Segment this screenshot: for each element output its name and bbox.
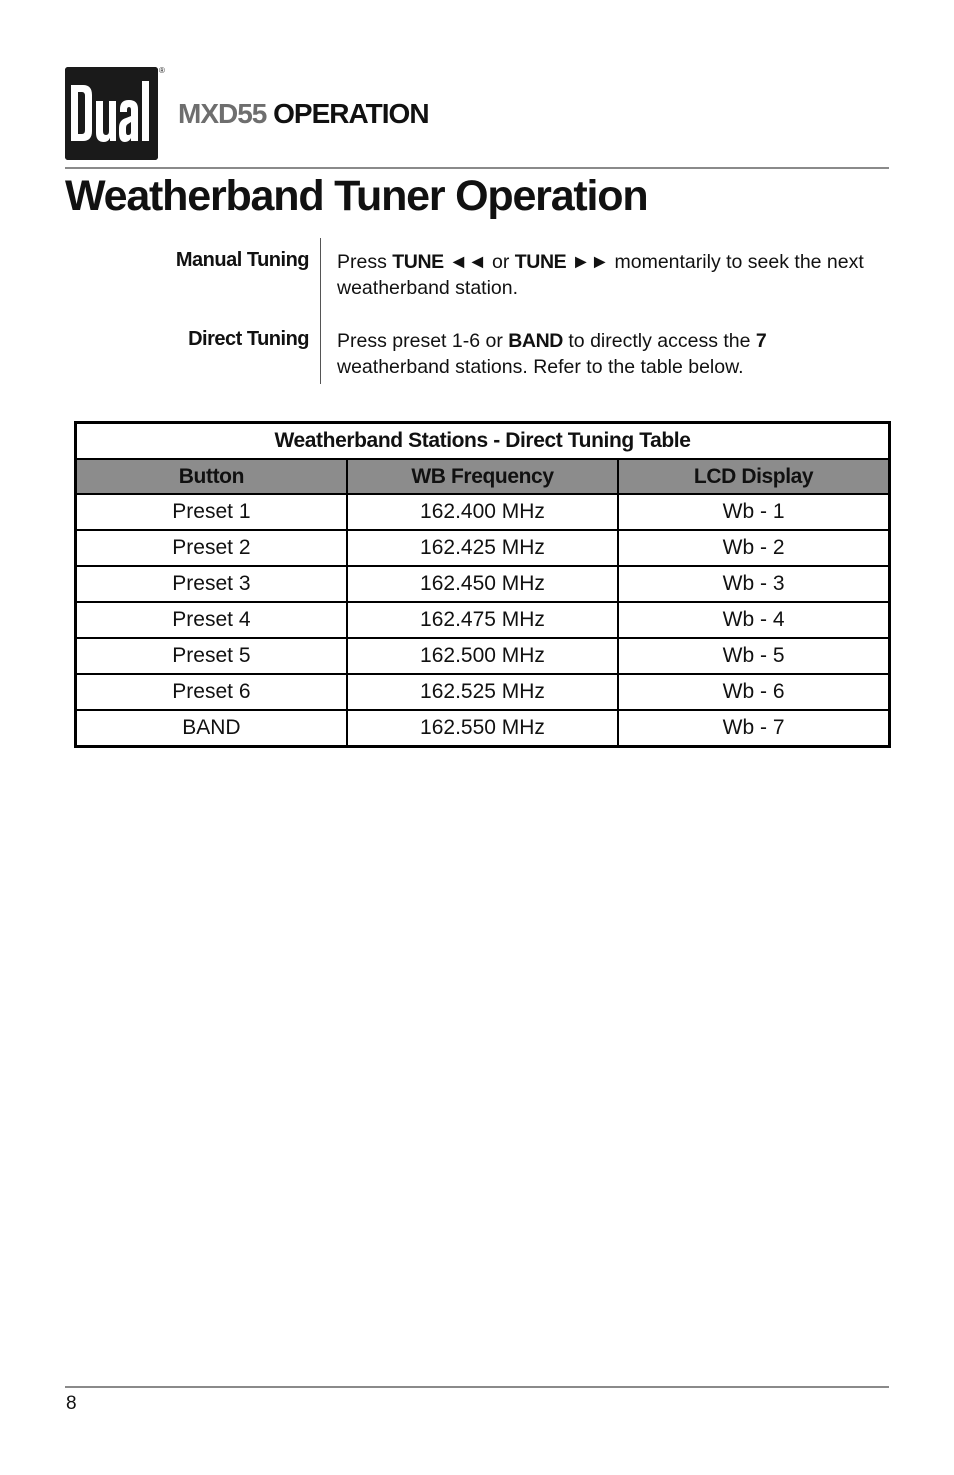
desc-text: momentarily to seek the next weatherband station. [337, 251, 864, 299]
header-title [178, 98, 429, 130]
desc-manual-tuning [337, 249, 877, 301]
page-number: 8 [66, 1393, 77, 1414]
cell-frequency: 162.400 MHz [347, 494, 618, 530]
table-row [76, 566, 890, 602]
column-header-button: Button [76, 459, 347, 494]
registered-mark: ® [159, 66, 165, 75]
desc-text: to directly access the [562, 330, 756, 352]
table-row [76, 530, 890, 566]
desc-direct-tuning [337, 328, 877, 380]
term-direct-tuning: Direct Tuning [188, 328, 309, 350]
desc-text: Press preset 1-6 or [337, 330, 509, 352]
cell-frequency: 162.450 MHz [347, 566, 618, 602]
cell-lcd-display: Wb - 6 [618, 674, 889, 710]
cell-lcd-display: Wb - 2 [618, 530, 889, 566]
cell-lcd-display: Wb - 4 [618, 602, 889, 638]
cell-button: Preset 1 [76, 494, 347, 530]
model-name: MXD55 [178, 98, 267, 129]
definition-divider [320, 238, 321, 384]
cell-lcd-display: Wb - 5 [618, 638, 889, 674]
cell-lcd-display: Wb - 3 [618, 566, 889, 602]
cell-lcd-display: Wb - 1 [618, 494, 889, 530]
cell-frequency: 162.475 MHz [347, 602, 618, 638]
cell-button: Preset 2 [76, 530, 347, 566]
weatherband-table [74, 421, 891, 748]
tune-forward-key: TUNE ►► [514, 251, 610, 273]
section-name: OPERATION [273, 98, 429, 129]
table-row [76, 602, 890, 638]
dual-logo-icon [65, 67, 158, 160]
cell-button: Preset 5 [76, 638, 347, 674]
station-count: 7 [755, 330, 767, 352]
cell-frequency: 162.425 MHz [347, 530, 618, 566]
column-header-lcd-display: LCD Display [618, 459, 889, 494]
table-row [76, 710, 890, 747]
cell-button: Preset 6 [76, 674, 347, 710]
table-row [76, 494, 890, 530]
band-key: BAND [508, 330, 563, 352]
header-rule [65, 167, 889, 169]
cell-frequency: 162.525 MHz [347, 674, 618, 710]
cell-button: Preset 4 [76, 602, 347, 638]
cell-lcd-display: Wb - 7 [618, 710, 889, 747]
cell-frequency: 162.500 MHz [347, 638, 618, 674]
desc-text: or [486, 251, 515, 273]
dual-logo [65, 67, 158, 160]
column-header-frequency: WB Frequency [347, 459, 618, 494]
term-manual-tuning: Manual Tuning [175, 249, 309, 271]
table-row [76, 638, 890, 674]
table-row [76, 674, 890, 710]
desc-text: Press [337, 251, 393, 273]
cell-button: BAND [76, 710, 347, 747]
footer-rule [65, 1386, 889, 1388]
cell-button: Preset 3 [76, 566, 347, 602]
page-title: Weatherband Tuner Operation [65, 172, 648, 220]
cell-frequency: 162.550 MHz [347, 710, 618, 747]
desc-text: weatherband stations. Refer to the table below. [337, 356, 744, 378]
table-title: Weatherband Stations - Direct Tuning Table [76, 423, 890, 460]
tune-back-key: TUNE ◄◄ [392, 251, 487, 273]
